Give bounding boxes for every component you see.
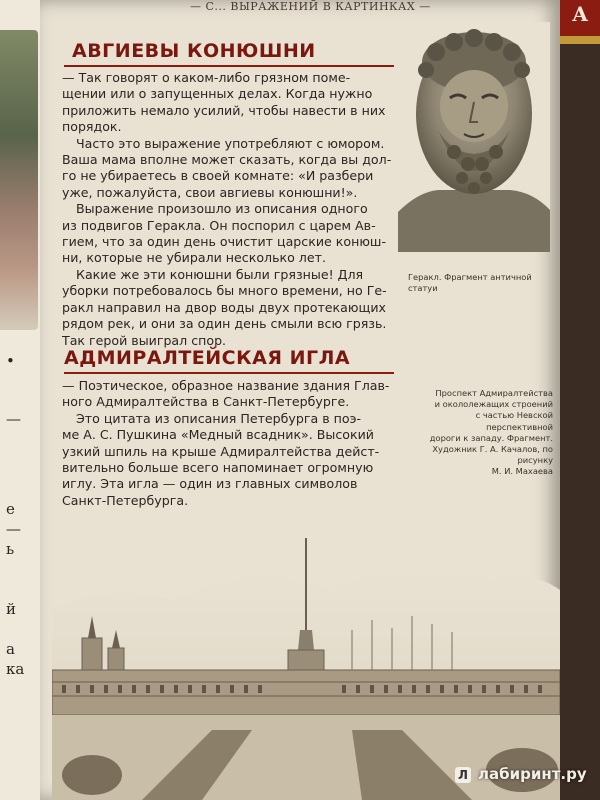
- text-line: гием, что за один день очистит царские конюш-: [62, 234, 386, 250]
- caption-line: и окололежащих строений: [434, 399, 553, 410]
- statue-caption: Геракл. Фрагмент античной статуи: [408, 272, 532, 294]
- text-line: щении или о запущенных делах. Когда нужно: [62, 86, 373, 102]
- text-line: Какие же эти конюшни были грязные! Для: [76, 266, 364, 282]
- text-line: из подвигов Геракла. Он поспорил с царем Ав-: [62, 217, 376, 233]
- watermark-logo: лабиринт.ру: [478, 765, 587, 783]
- text-line: ме А. С. Пушкина «Медный всадник». Высокий: [62, 427, 374, 443]
- running-title: — С... ВЫРАЖЕНИЙ В КАРТИНКАХ —: [190, 0, 431, 13]
- text-line: ракл направил на двор воды двух протекающих: [62, 299, 386, 315]
- prev-letter: а: [6, 640, 15, 658]
- text-line: Часто это выражение употребляют с юмором.: [76, 135, 385, 151]
- text-line: рядом рек, и они за один день смыли всю грязь.: [62, 316, 387, 332]
- previous-page-illustration: [0, 30, 38, 330]
- caption-line: дороги к западу. Фрагмент.: [429, 432, 553, 443]
- text-line: Так герой выиграл спор.: [62, 332, 227, 348]
- article-title-admiralteyskaya: АДМИРАЛТЕЙСКАЯ ИГЛА: [64, 347, 351, 369]
- text-line: Санкт-Петербурга.: [62, 492, 189, 508]
- caption-line: Художник Г. А. Качалов, по рисунку: [432, 444, 553, 466]
- prev-letter: —: [6, 520, 21, 538]
- heracles-bust-image: [398, 22, 550, 252]
- title-underline: [64, 65, 394, 67]
- text-line: — Так говорят о каком-либо грязном поме-: [62, 70, 351, 85]
- text-line: вительно больше всего напоминает огромную: [62, 460, 374, 476]
- text-line: иглу. Эта игла — один из главных символов: [62, 476, 358, 492]
- article-body-admiralteyskaya: [62, 378, 402, 509]
- prev-letter: ка: [6, 660, 25, 678]
- prev-letter: ь: [6, 540, 15, 558]
- engraving-caption: [408, 388, 553, 478]
- text-line: уборки потребовалось бы много времени, но Ге-: [62, 283, 387, 299]
- caption-line: с частью Невской перспективной: [475, 410, 553, 432]
- prev-letter: е: [6, 500, 15, 518]
- caption-line: М. И. Махаева: [491, 466, 553, 477]
- text-line: го не убираетесь в своей комнате: «И разбери: [62, 168, 374, 184]
- text-line: — Поэтическое, образное название здания Глав-: [62, 378, 390, 393]
- text-line: узкий шпиль на крыше Адмиралтейства дейст-: [62, 443, 380, 459]
- admiralty-engraving-image: [52, 520, 560, 800]
- text-line: приложить немало усилий, чтобы навести в них: [62, 102, 386, 118]
- article-title-avgievy: АВГИЕВЫ КОНЮШНИ: [72, 40, 316, 62]
- watermark-badge-icon: Л: [455, 767, 471, 783]
- prev-letter: —: [6, 410, 21, 428]
- previous-page-edge: [0, 0, 40, 800]
- text-line: Выражение произошло из описания одного: [76, 201, 368, 217]
- text-line: Это цитата из описания Петербурга в поэ-: [76, 410, 362, 426]
- section-tab-letter: А: [572, 2, 589, 26]
- page-edge-right: [560, 44, 600, 800]
- title-underline: [64, 372, 394, 374]
- text-line: ного Адмиралтейства в Санкт-Петербурге.: [62, 394, 350, 410]
- section-tab-stripe: [560, 36, 600, 44]
- prev-letter: й: [6, 600, 16, 618]
- text-line: уже, пожалуйста, свои авгиевы конюшни!».: [62, 184, 358, 200]
- text-line: порядок.: [62, 119, 122, 135]
- caption-line: Проспект Адмиралтейства: [435, 388, 553, 398]
- text-line: Ваша мама вполне может сказать, когда вы дол-: [62, 152, 392, 168]
- article-body-avgievy: [62, 70, 398, 349]
- text-line: ни, которые не убирали несколько лет.: [62, 250, 326, 266]
- prev-letter: •: [6, 352, 15, 370]
- page-header: [40, 0, 560, 18]
